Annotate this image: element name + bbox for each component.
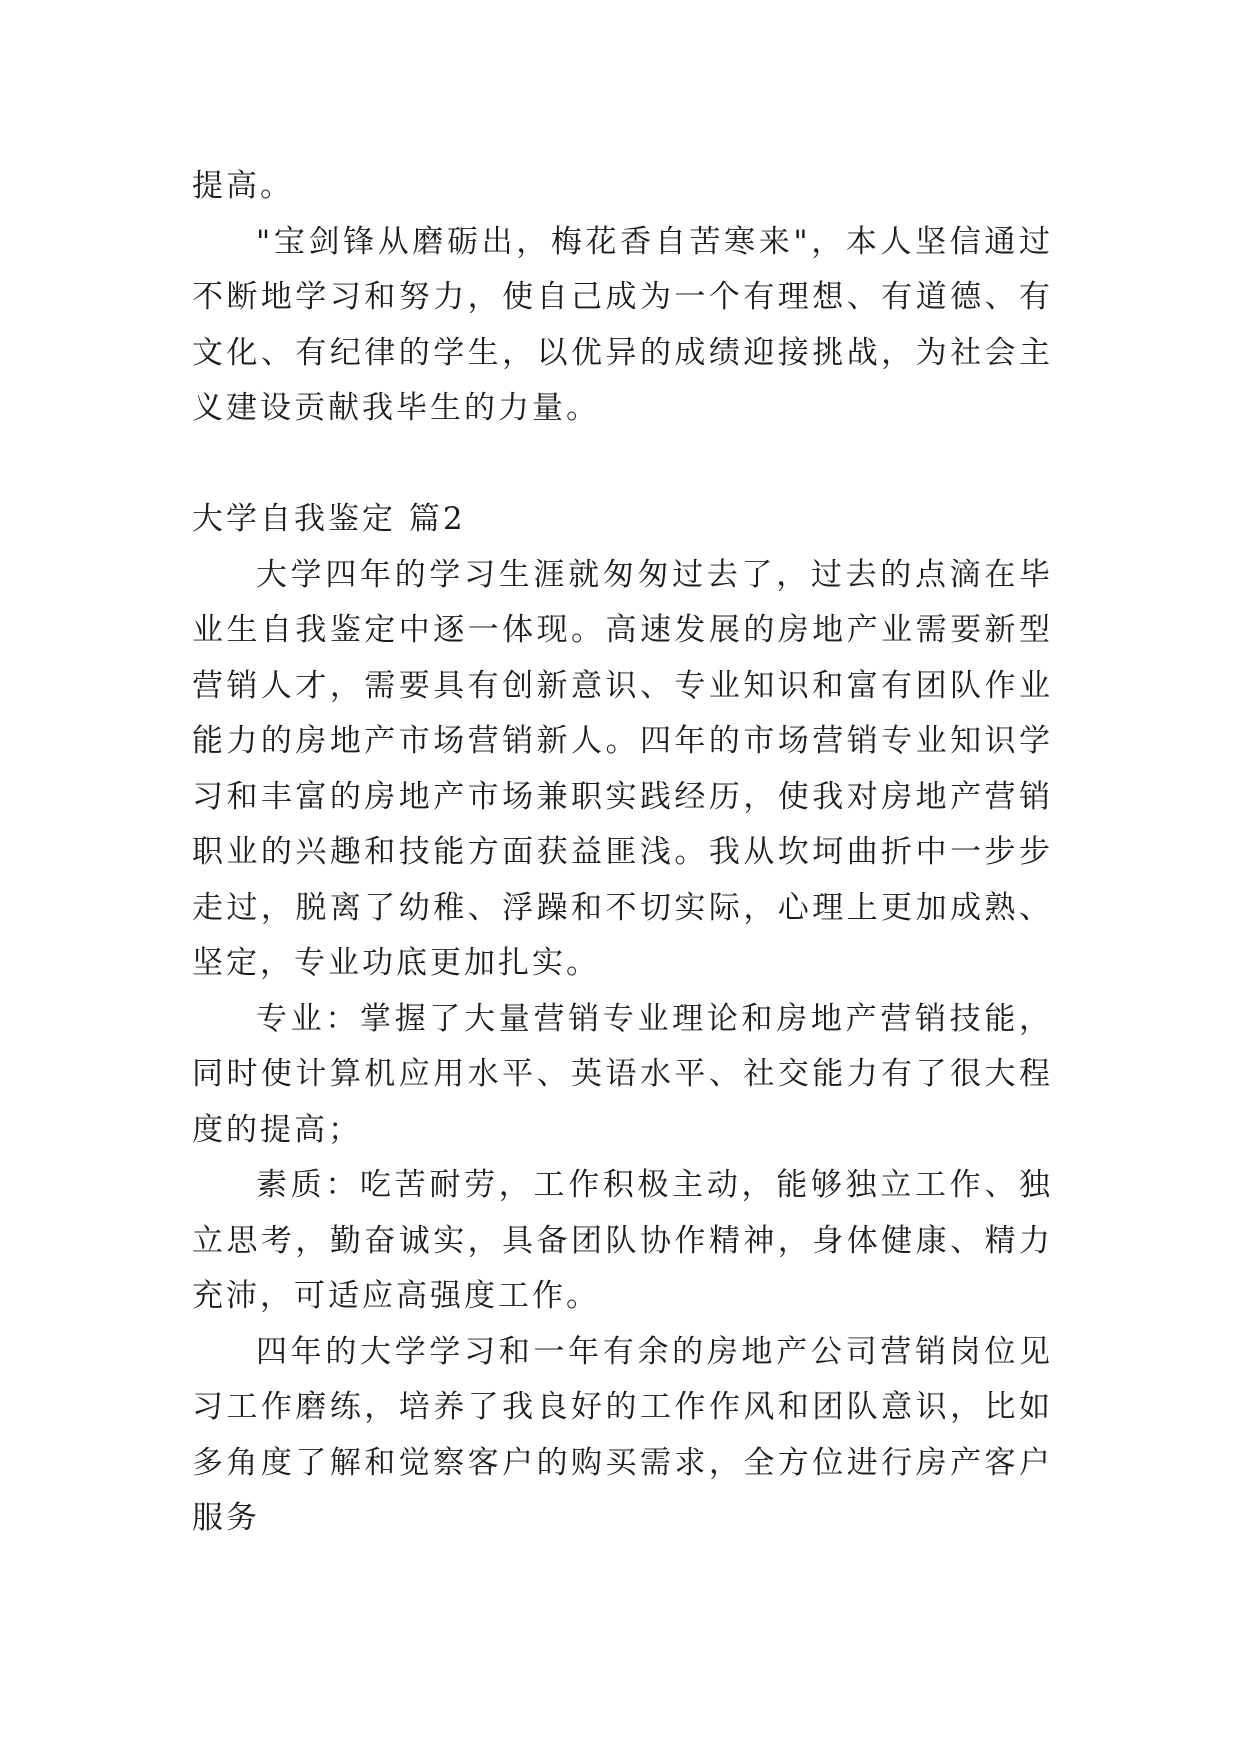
document-body: [192, 159, 1053, 1547]
section-heading: 大学自我鉴定 篇2: [192, 501, 466, 537]
paragraph-professional: 专业：掌握了大量营销专业理论和房地产营销技能，同时使计算机应用水平、英语水平、社交能力有了很大程度的提高；: [192, 1000, 1053, 1148]
paragraph-motto: "宝剑锋从磨砺出，梅花香自苦寒来"，本人坚信通过不断地学习和努力，使自己成为一个有理想、有道德、有文化、有纪律的学生，以优异的成绩迎接挑战，为社会主义建设贡献我毕生的力量。: [192, 223, 1053, 426]
paragraph-experience: 四年的大学学习和一年有余的房地产公司营销岗位见习工作磨练，培养了我良好的工作作风和团队意识，比如多角度了解和觉察客户的购买需求，全方位进行房产客户服务: [192, 1333, 1053, 1536]
paragraph-continuation: 提高。: [192, 168, 294, 204]
paragraph-quality: 素质：吃苦耐劳，工作积极主动，能够独立工作、独立思考，勤奋诚实，具备团队协作精神，身体健康、精力充沛，可适应高强度工作。: [192, 1167, 1053, 1314]
paragraph-intro: 大学四年的学习生涯就匆匆过去了，过去的点滴在毕业生自我鉴定中逐一体现。高速发展的房地产业需要新型营销人才，需要具有创新意识、专业知识和富有团队作业能力的房地产市场营销新人。四年的市场营销专业知识学习和丰富的房地产市场兼职实践经历，使我对房地产营销职业的兴趣和技能方面获益匪浅。我从坎坷曲折中一步步走过，脱离了幼稚、浮躁和不切实际，心理上更加成熟、坚定，专业功底更加扎实。: [192, 556, 1053, 981]
